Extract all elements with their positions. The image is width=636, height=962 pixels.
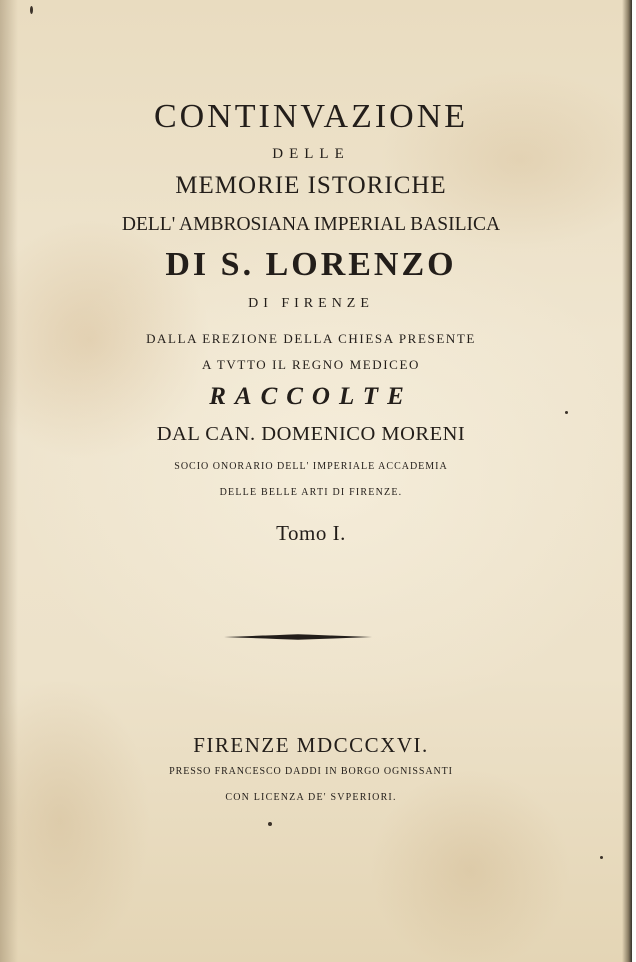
- ink-speck: [268, 822, 272, 826]
- book-binding-edge: [622, 0, 636, 962]
- author-role-line-1: SOCIO ONORARIO DELL' IMPERIALE ACCADEMIA: [174, 461, 448, 472]
- imprint-place-date: FIRENZE MDCCCXVI.: [193, 733, 429, 757]
- ink-speck: [600, 856, 603, 859]
- title-di-s-lorenzo: DI S. LORENZO: [165, 246, 457, 283]
- subtitle-regno-mediceo: A TVTTO IL REGNO MEDICEO: [202, 357, 420, 372]
- title-memorie-istoriche: MEMORIE ISTORICHE: [175, 172, 447, 199]
- title-continuazione: CONTINVAZIONE: [153, 98, 469, 135]
- raccolte-heading: RACCOLTE: [209, 383, 413, 410]
- imprint-license: CON LICENZA DE' SVPERIORI.: [225, 792, 397, 803]
- ink-speck: [30, 6, 33, 14]
- imprint-printer: PRESSO FRANCESCO DADDI IN BORGO OGNISSANTI: [169, 766, 453, 777]
- subtitle-erezione: DALLA EREZIONE DELLA CHIESA PRESENTE: [146, 331, 476, 346]
- ink-speck: [565, 411, 568, 414]
- page-gutter-shadow: [0, 0, 18, 962]
- title-basilica: DELL' AMBROSIANA IMPERIAL BASILICA: [121, 214, 501, 235]
- ornamental-divider: [224, 631, 372, 643]
- title-delle: DELLE: [272, 146, 350, 162]
- title-di-firenze: DI FIRENZE: [248, 296, 374, 311]
- author-name: DAL CAN. DOMENICO MORENI: [156, 423, 466, 445]
- volume-number: Tomo I.: [276, 521, 346, 545]
- author-role-line-2: DELLE BELLE ARTI DI FIRENZE.: [219, 487, 403, 498]
